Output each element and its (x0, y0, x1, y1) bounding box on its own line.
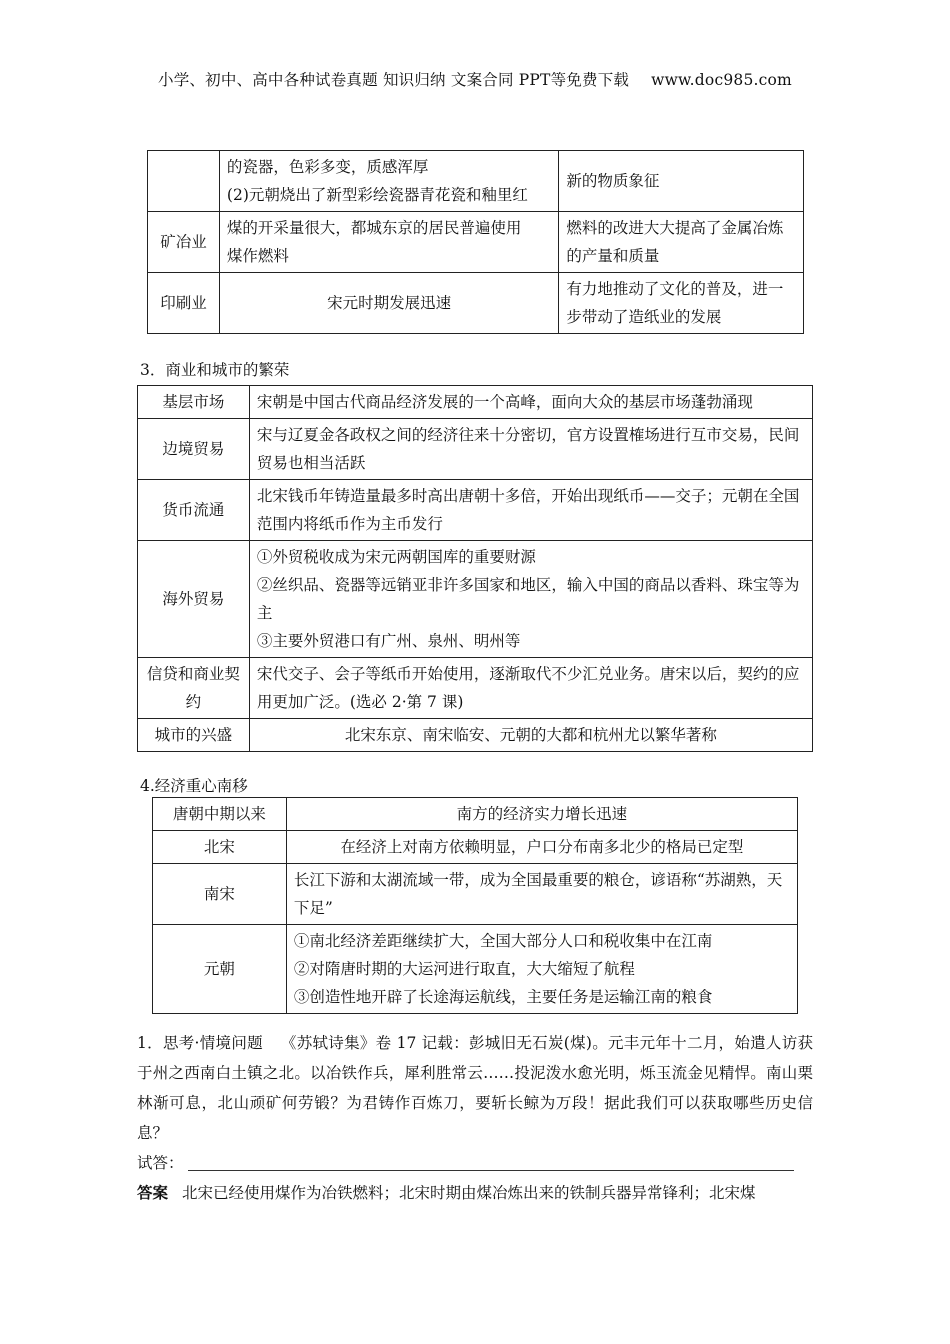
table-cell-label: 元朝 (153, 925, 287, 1014)
economy-table (152, 797, 798, 1014)
question-number: 1． (137, 1034, 163, 1052)
table-cell-label: 基层市场 (138, 386, 250, 419)
table-cell-label: 南宋 (153, 864, 287, 925)
table-cell-content: ①外贸税收成为宋元两朝国库的重要财源 ②丝织品、瓷器等远销亚非许多国家和地区，输入中国的商品以香料、珠宝等为主 ③主要外贸港口有广州、泉州、明州等 (249, 541, 812, 658)
table-cell-content: 的瓷器，色彩多变，质感浑厚 (2)元朝烧出了新型彩绘瓷器青花瓷和釉里红 (219, 151, 558, 212)
table-row (153, 864, 798, 925)
section-4-title: 4.经济重心南移 (140, 777, 248, 795)
answer-prompt: 试答： (137, 1154, 184, 1172)
answer-label: 答案 (137, 1183, 169, 1202)
table-row (153, 831, 798, 864)
table-row (138, 386, 813, 419)
table-cell-label: 城市的兴盛 (138, 719, 250, 752)
table-cell-label: 海外贸易 (138, 541, 250, 658)
table-cell-effect: 有力地推动了文化的普及，进一步带动了造纸业的发展 (559, 273, 804, 334)
answer-blank[interactable] (188, 1170, 794, 1171)
table-cell-label: 印刷业 (148, 273, 220, 334)
table-cell-content: 宋代交子、会子等纸币开始使用，逐渐取代不少汇兑业务。唐宋以后，契约的应用更加广泛。(选必 2·第 7 课) (249, 658, 812, 719)
question-text: 《苏轼诗集》卷 17 记载：彭城旧无石炭(煤)。元丰元年十二月，始遣人访获于州之西南白土镇之北。以冶铁作兵，犀利胜常云……投泥泼水愈光明，烁玉流金见精悍。南山栗林渐可息，北山顽矿何劳锻？为君铸作百炼刀，要斩长鲸为万段！据此我们可以获取哪些历史信息？ (137, 1034, 813, 1142)
table-cell-content: ①南北经济差距继续扩大，全国大部分人口和税收集中在江南 ②对隋唐时期的大运河进行取直，大大缩短了航程 ③创造性地开辟了长途海运航线，主要任务是运输江南的粮食 (286, 925, 797, 1014)
table-cell-content: 北宋东京、南宋临安、元朝的大都和杭州尤以繁华著称 (249, 719, 812, 752)
table-cell-content: 宋元时期发展迅速 (219, 273, 558, 334)
question-label: 思考·情境问题 (162, 1034, 263, 1052)
table-row (153, 925, 798, 1014)
table-row (148, 273, 804, 334)
table-cell-content: 长江下游和太湖流域一带，成为全国最重要的粮仓，谚语称“苏湖熟，天下足” (286, 864, 797, 925)
table-cell-label: 边境贸易 (138, 419, 250, 480)
table-cell-label: 信贷和商业契约 (138, 658, 250, 719)
table-cell-effect: 新的物质象征 (559, 151, 804, 212)
table-row (138, 480, 813, 541)
table-cell-label: 矿冶业 (148, 212, 220, 273)
table-cell-content: 宋朝是中国古代商品经济发展的一个高峰，面向大众的基层市场蓬勃涌现 (249, 386, 812, 419)
table-cell-effect: 燃料的改进大大提高了金属冶炼的产量和质量 (559, 212, 804, 273)
table-row (148, 151, 804, 212)
table-cell-label (148, 151, 220, 212)
header-url[interactable]: www.doc985.com (651, 71, 792, 89)
header-text: 小学、初中、高中各种试卷真题 知识归纳 文案合同 PPT等免费下载 (158, 71, 630, 89)
table-cell-content: 宋与辽夏金各政权之间的经济往来十分密切，官方设置榷场进行互市交易，民间贸易也相当活跃 (249, 419, 812, 480)
table-row (153, 798, 798, 831)
table-row (138, 541, 813, 658)
answer-paragraph (137, 1178, 813, 1208)
table-cell-label: 唐朝中期以来 (153, 798, 287, 831)
table-row (138, 719, 813, 752)
table-row (138, 419, 813, 480)
table-cell-content: 北宋钱币年铸造量最多时高出唐朝十多倍，开始出现纸币——交子；元朝在全国范围内将纸币作为主币发行 (249, 480, 812, 541)
table-cell-label: 货币流通 (138, 480, 250, 541)
table-cell-content: 在经济上对南方依赖明显，户口分布南多北少的格局已定型 (286, 831, 797, 864)
answer-text: 北宋已经使用煤作为冶铁燃料；北宋时期由煤冶炼出来的铁制兵器异常锋利；北宋煤 (182, 1184, 756, 1202)
table-cell-label: 北宋 (153, 831, 287, 864)
page-header (0, 68, 950, 90)
table-cell-content: 煤的开采量很大，都城东京的居民普遍使用 煤作燃料 (219, 212, 558, 273)
industry-table (147, 150, 804, 334)
commerce-table (137, 385, 813, 752)
table-cell-content: 南方的经济实力增长迅速 (286, 798, 797, 831)
table-row (148, 212, 804, 273)
answer-prompt-line (137, 1148, 813, 1178)
section-3-title: 3．商业和城市的繁荣 (140, 361, 290, 379)
table-row (138, 658, 813, 719)
question-paragraph (137, 1028, 813, 1148)
